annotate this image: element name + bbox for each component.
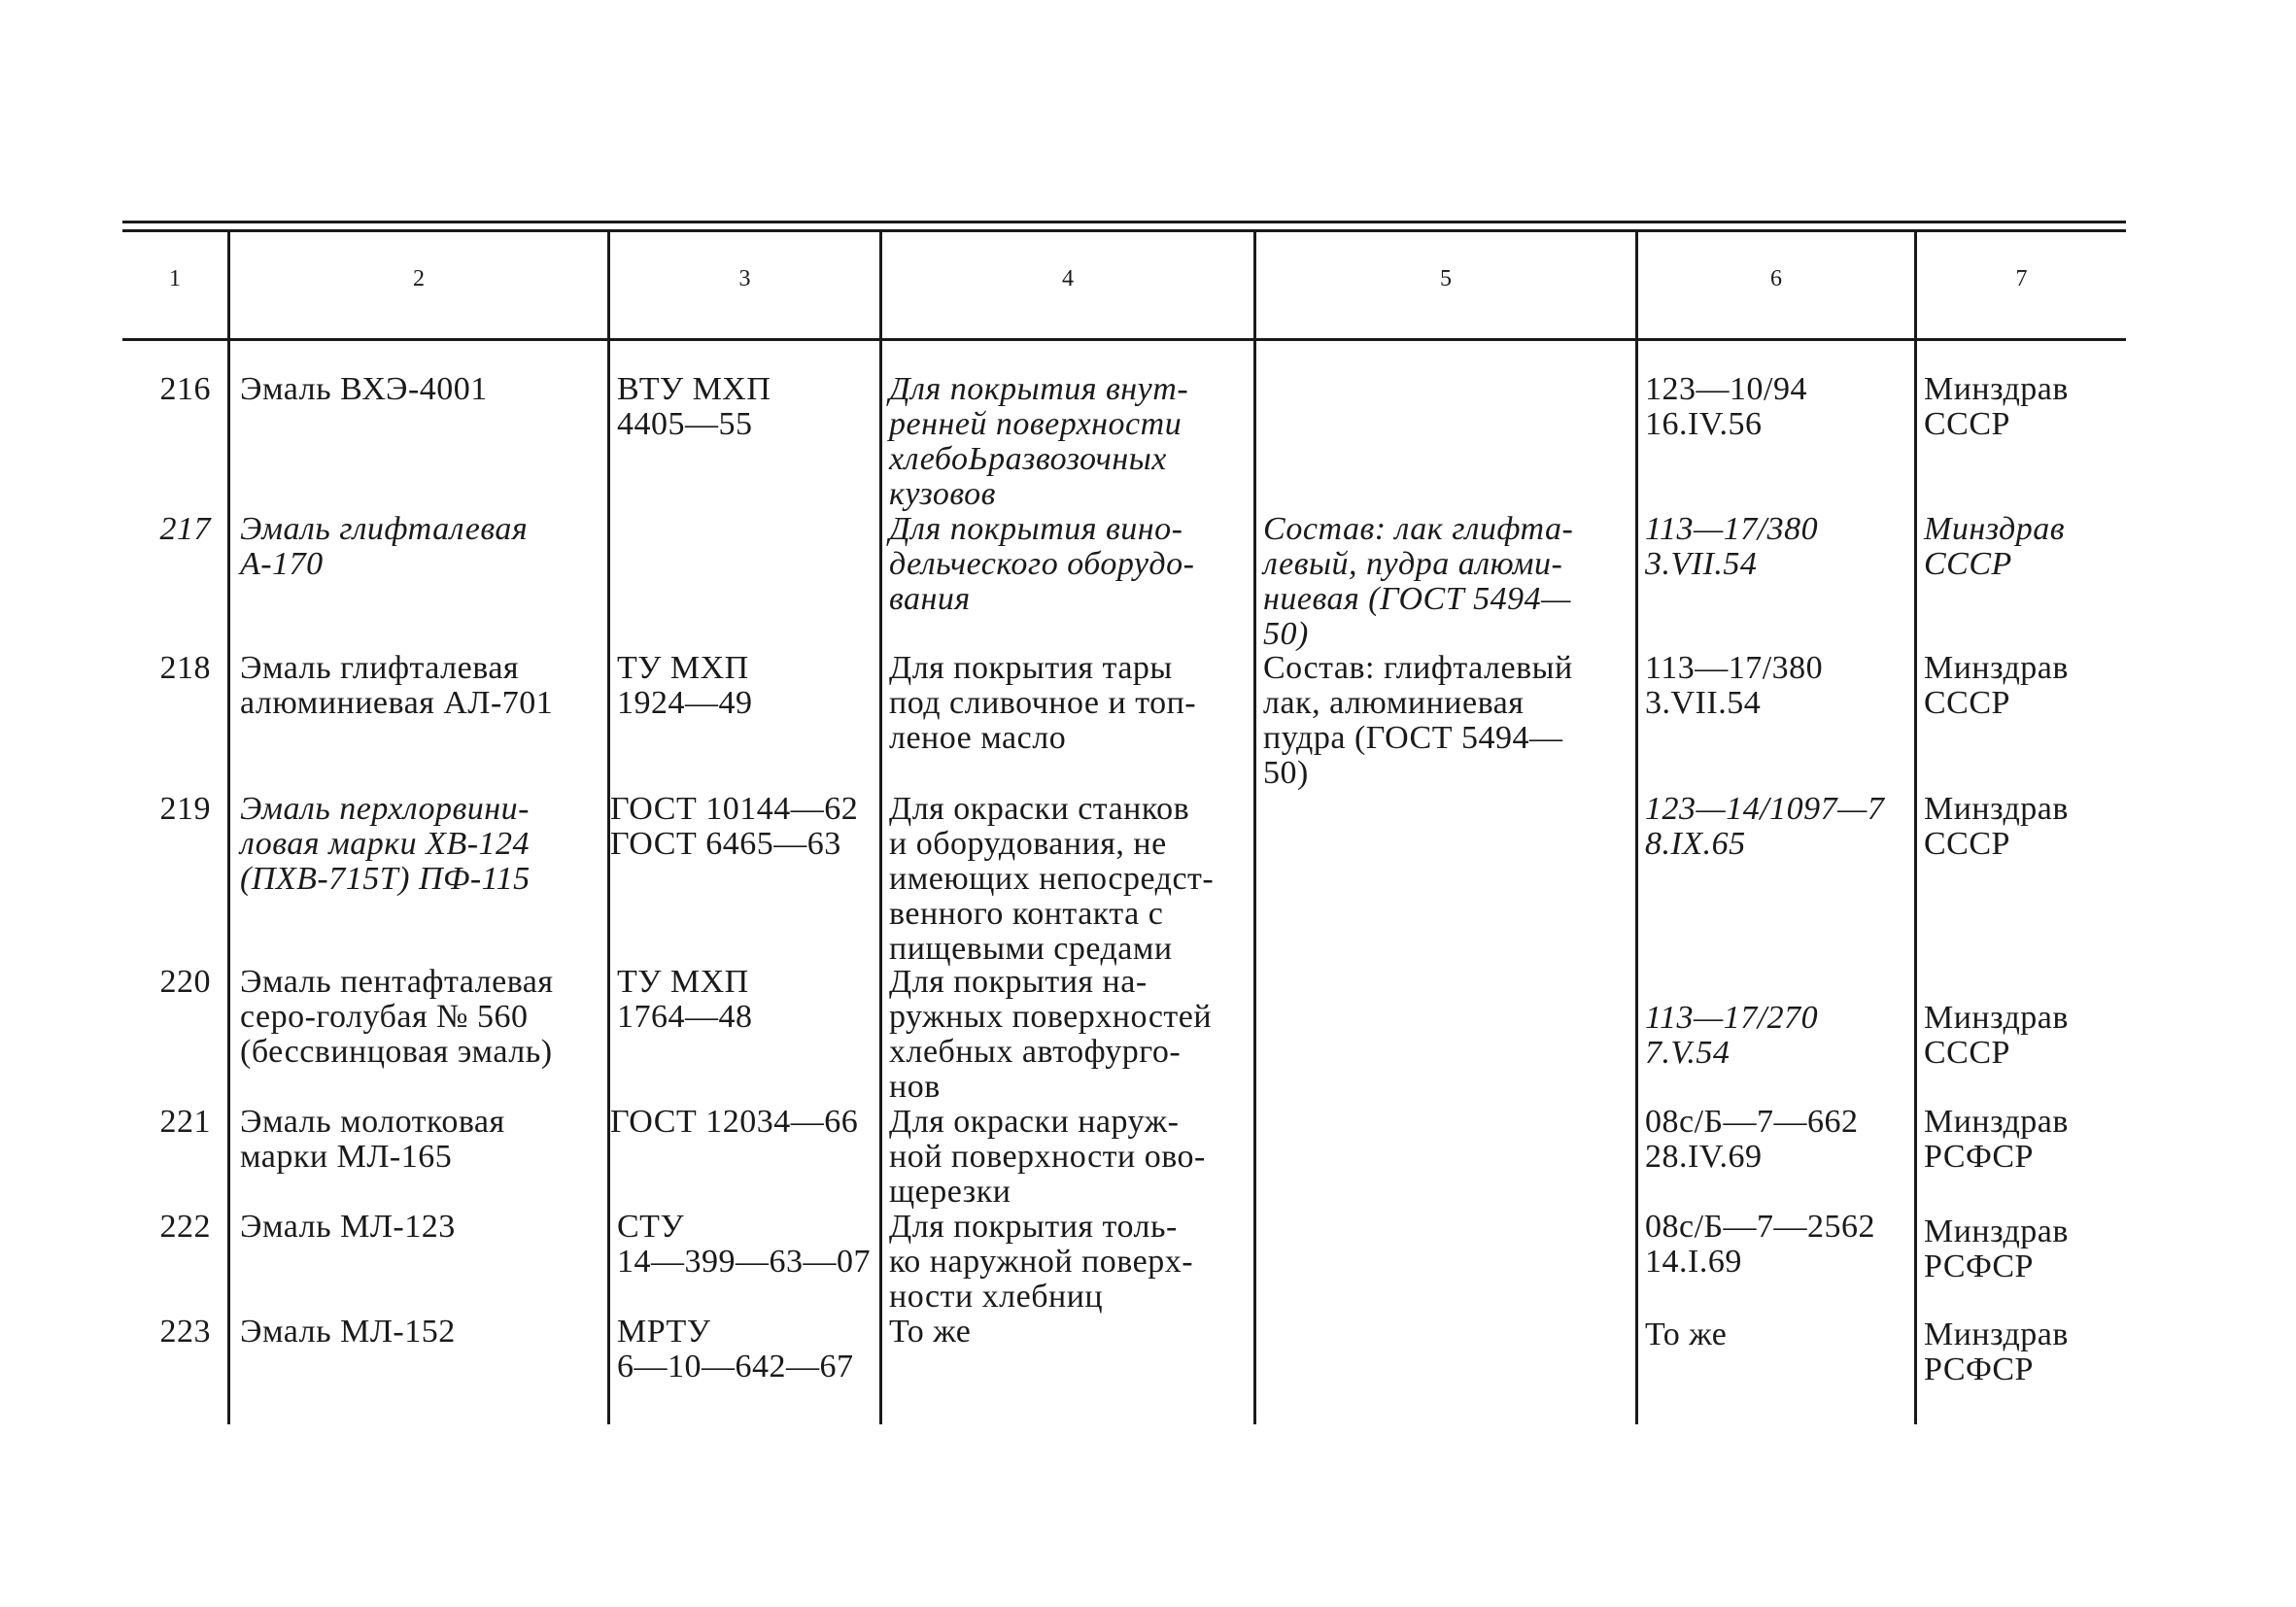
column-header-4: 4 <box>1062 266 1074 291</box>
material-name: Эмаль перхлорвини- ловая марки ХВ-124 (ПХВ-715Т) ПФ-115 <box>240 791 531 897</box>
authority: Минздрав РСФСР <box>1924 1104 2069 1175</box>
row-number: 220 <box>159 964 211 1000</box>
row-number: 218 <box>159 650 211 686</box>
column-divider-1 <box>227 229 230 1424</box>
standard-ref: МРТУ 6—10—642—67 <box>617 1314 854 1385</box>
permit-ref: 113—17/380 3.VII.54 <box>1645 650 1824 721</box>
row-number: 222 <box>159 1209 211 1245</box>
standard-ref: ВТУ МХП 4405—55 <box>617 371 771 442</box>
row-number: 217 <box>159 511 211 547</box>
standard-ref: СТУ 14—399—63—07 <box>617 1209 871 1280</box>
column-header-7: 7 <box>2015 266 2028 291</box>
purpose: Для покрытия тары под сливочное и топ- леное масло <box>889 650 1197 756</box>
column-divider-5 <box>1635 229 1638 1424</box>
authority: Минздрав СССР <box>1924 511 2065 582</box>
authority: Минздрав РСФСР <box>1924 1316 2069 1387</box>
standard-ref: ТУ МХП 1764—48 <box>617 964 753 1035</box>
material-name: Эмаль глифталевая алюминиевая АЛ-701 <box>240 650 554 721</box>
material-name: Эмаль ВХЭ-4001 <box>240 371 488 407</box>
permit-ref: 113—17/270 7.V.54 <box>1645 1000 1819 1071</box>
column-header-3: 3 <box>738 266 751 291</box>
purpose: Для окраски станков и оборудования, не имеющих непосредст- венного контакта с пищевыми средами <box>889 791 1215 967</box>
column-header-5: 5 <box>1440 266 1452 291</box>
header-separator <box>122 338 2126 341</box>
material-name: Эмаль МЛ-152 <box>240 1314 456 1350</box>
authority: Минздрав СССР <box>1924 791 2069 862</box>
authority: Минздрав СССР <box>1924 371 2069 442</box>
row-number: 223 <box>159 1314 211 1350</box>
column-header-1: 1 <box>169 266 181 291</box>
column-header-6: 6 <box>1770 266 1782 291</box>
material-name: Эмаль молотковая марки МЛ-165 <box>240 1104 505 1175</box>
authority: Минздрав СССР <box>1924 650 2069 721</box>
purpose: Для покрытия на- ружных поверхностей хлебных автофурго- нов <box>889 964 1213 1105</box>
row-number: 216 <box>159 371 211 407</box>
composition: Состав: лак глифта- левый, пудра алюми- ниевая (ГОСТ 5494— 50) <box>1263 511 1574 652</box>
standard-ref: ГОСТ 12034—66 <box>610 1104 859 1140</box>
permit-ref: 08с/Б—7—662 28.IV.69 <box>1645 1104 1859 1175</box>
row-number: 219 <box>159 791 211 827</box>
material-name: Эмаль глифталевая А-170 <box>240 511 529 582</box>
standard-ref: ГОСТ 10144—62 ГОСТ 6465—63 <box>610 791 859 862</box>
material-name: Эмаль пентафталевая серо-голубая № 560 (бессвинцовая эмаль) <box>240 964 554 1070</box>
purpose: Для покрытия внут- ренней поверхности хлебоЬразвозочных кузовов <box>889 371 1189 512</box>
purpose: То же <box>889 1314 972 1350</box>
permit-ref: То же <box>1645 1316 1728 1352</box>
material-name: Эмаль МЛ-123 <box>240 1209 456 1245</box>
standard-ref: ТУ МХП 1924—49 <box>617 650 753 721</box>
permit-ref: 113—17/380 3.VII.54 <box>1645 511 1819 582</box>
table-top-rule <box>122 221 2126 223</box>
column-divider-4 <box>1253 229 1256 1424</box>
row-number: 221 <box>159 1104 211 1140</box>
permit-ref: 123—14/1097—7 8.IX.65 <box>1645 791 1885 862</box>
purpose: Для покрытия вино- дельческого оборудо- вания <box>889 511 1195 617</box>
column-header-2: 2 <box>413 266 425 291</box>
composition: Состав: глифталевый лак, алюминиевая пудра (ГОСТ 5494— 50) <box>1263 650 1573 791</box>
permit-ref: 08с/Б—7—2562 14.I.69 <box>1645 1209 1876 1280</box>
purpose: Для окраски наруж- ной поверхности ово- щерезки <box>889 1104 1206 1210</box>
purpose: Для покрытия толь- ко наружной поверх- ности хлебниц <box>889 1209 1194 1315</box>
table-top-rule-inner <box>122 229 2126 232</box>
authority: Минздрав РСФСР <box>1924 1214 2069 1284</box>
permit-ref: 123—10/94 16.IV.56 <box>1645 371 1807 442</box>
authority: Минздрав СССР <box>1924 1000 2069 1071</box>
